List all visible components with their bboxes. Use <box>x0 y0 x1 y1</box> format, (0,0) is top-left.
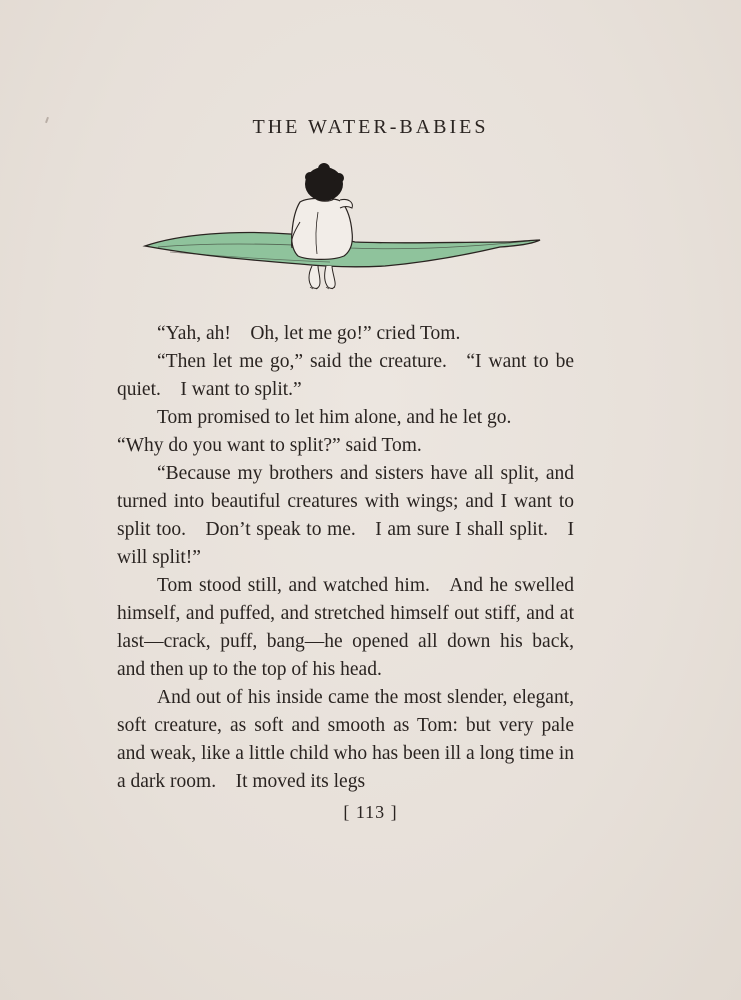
baby-foot-right <box>325 266 335 288</box>
paragraph-1: “Yah, ah! Oh, let me go!” cried Tom. <box>157 323 461 344</box>
paragraph-6: Tom stood still, and watched him. And he swelled himself, and puffed, and stretched himself out stiff, and at last—crack, puff, bang—he opened all down his back, and then up to the top of his head. <box>117 575 574 680</box>
paragraph-5: “Because my brothers and sisters have all split, and turned into beautiful creatures with wings; and I want to split too. Don’t speak to me. I am sure I shall split. I will split!” <box>117 463 574 568</box>
water-baby-on-leaf-illustration <box>140 162 545 297</box>
hair-curl-1 <box>305 172 315 182</box>
paragraph-4: “Why do you want to split?” said Tom. <box>117 435 422 456</box>
hair-curl-2 <box>334 173 344 183</box>
paragraph-2: “Then let me go,” said the creature. “I want to be quiet. I want to split.” <box>117 351 574 400</box>
page-number: [ 113 ] <box>343 802 398 822</box>
running-head: THE WATER-BABIES <box>252 116 489 138</box>
paragraph-7: And out of his inside came the most slender, elegant, soft creature, as soft and smooth as Tom: but very pale and weak, like a little child who has been ill a long time in a dark room. It moved its legs <box>117 687 574 792</box>
hair-curl-3 <box>318 163 330 175</box>
baby-body <box>292 198 353 259</box>
body-text <box>117 320 574 796</box>
baby-wing <box>340 199 352 208</box>
baby-foot-left <box>309 266 320 288</box>
paragraph-3: Tom promised to let him alone, and he let go. <box>157 407 512 428</box>
